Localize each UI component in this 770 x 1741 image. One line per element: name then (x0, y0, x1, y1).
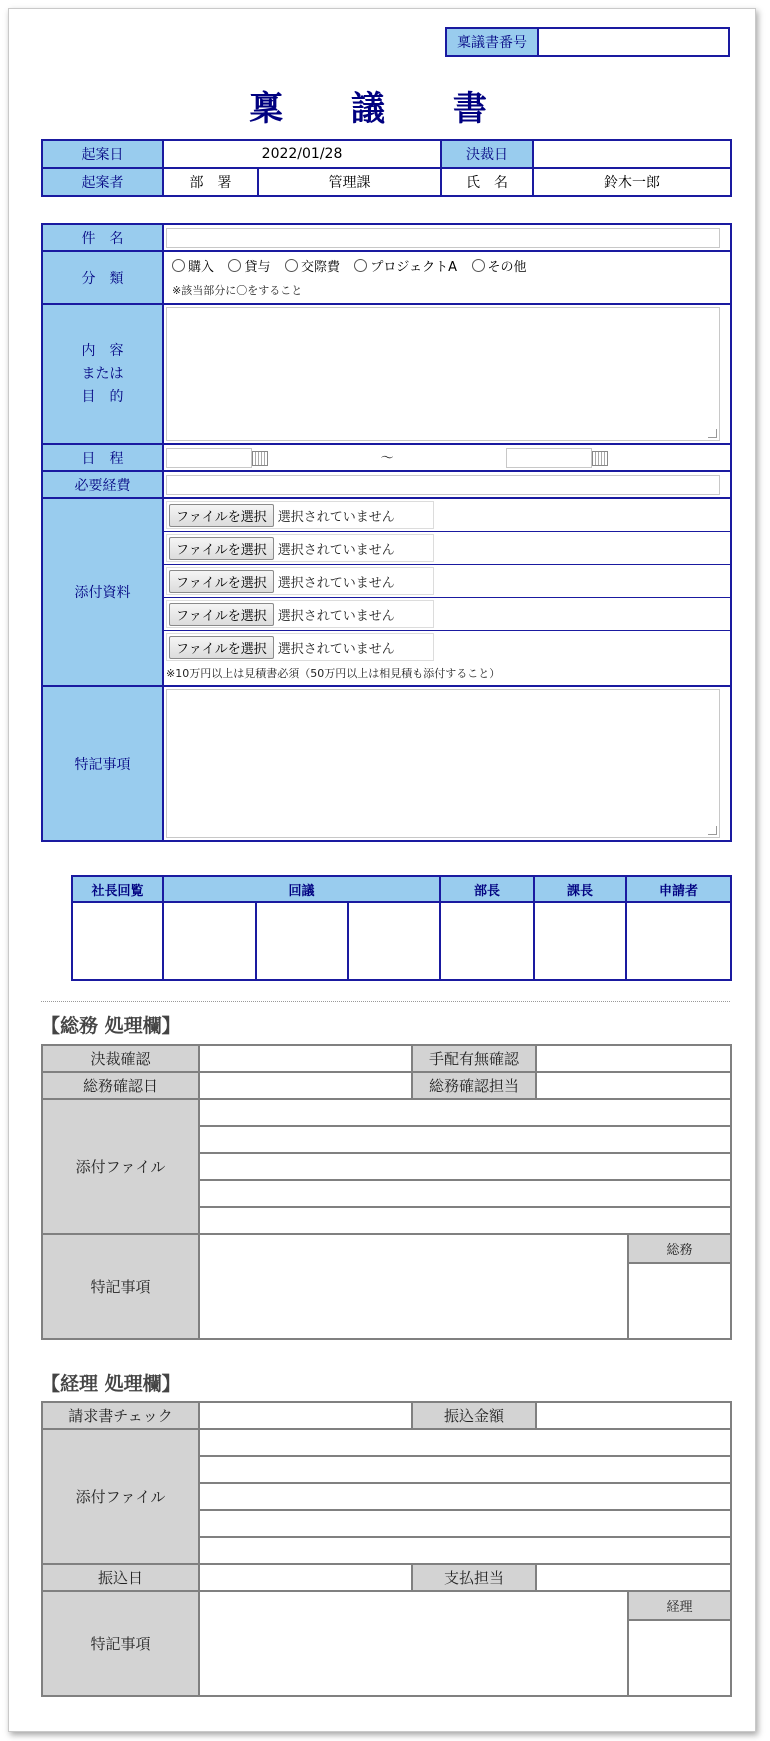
somu-attach-row[interactable] (199, 1207, 731, 1234)
page-title: 稟 議 書 (249, 89, 515, 129)
radio-icon (172, 259, 185, 272)
transfer-amount-value[interactable] (536, 1402, 731, 1429)
category-option-other[interactable]: その他 (472, 256, 527, 275)
somu-stamp-cell[interactable] (628, 1263, 731, 1339)
approval-header-circulation: 回議 (163, 876, 440, 902)
category-option-project-a[interactable]: プロジェクトA (354, 256, 457, 275)
keiri-remarks-value[interactable] (199, 1591, 628, 1696)
calendar-icon[interactable] (252, 451, 268, 466)
document-number-value[interactable] (538, 28, 729, 56)
remarks-label: 特記事項 (42, 686, 163, 841)
category-option-lending[interactable]: 貸与 (228, 256, 270, 275)
radio-icon (228, 259, 241, 272)
remarks-textarea[interactable] (166, 689, 720, 838)
stamp-cell-manager[interactable] (534, 902, 626, 980)
keiri-attach-label: 添付ファイル (42, 1429, 199, 1564)
payment-person-label: 支払担当 (412, 1564, 536, 1591)
document-frame (8, 8, 756, 1732)
keiri-attach-row[interactable] (199, 1429, 731, 1456)
keiri-stamp-label: 経理 (628, 1591, 731, 1620)
radio-icon (285, 259, 298, 272)
dept-label: 部 署 (163, 168, 258, 196)
header-table (41, 139, 732, 197)
decision-check-value[interactable] (199, 1045, 412, 1072)
file-select-button[interactable]: ファイルを選択 (169, 636, 274, 659)
category-label: 分 類 (42, 251, 163, 304)
file-input-2[interactable]: ファイルを選択 選択されていません (166, 534, 434, 562)
confirm-person-value[interactable] (536, 1072, 731, 1099)
schedule-label: 日 程 (42, 444, 163, 471)
cost-input[interactable] (166, 475, 720, 495)
calendar-icon[interactable] (592, 451, 608, 466)
decision-check-label: 決裁確認 (42, 1045, 199, 1072)
schedule-start-input[interactable] (166, 448, 252, 468)
approval-date-label: 決裁日 (441, 140, 533, 168)
resize-handle-icon[interactable] (708, 429, 717, 438)
draft-date-value[interactable]: 2022/01/28 (163, 140, 441, 168)
approval-header-president: 社長回覧 (72, 876, 163, 902)
somu-attach-label: 添付ファイル (42, 1099, 199, 1234)
schedule-separator: ～ (380, 450, 394, 466)
attachments-label: 添付資料 (42, 498, 163, 686)
name-value[interactable]: 鈴木一郎 (533, 168, 731, 196)
approval-table (71, 875, 732, 981)
keiri-attach-row[interactable] (199, 1510, 731, 1537)
stamp-cell-circulation-1[interactable] (163, 902, 256, 980)
keiri-table (41, 1401, 732, 1697)
somu-attach-row[interactable] (199, 1153, 731, 1180)
confirm-date-value[interactable] (199, 1072, 412, 1099)
content-label: 内 容 または 目 的 (42, 304, 163, 444)
radio-icon (472, 259, 485, 272)
stamp-cell-circulation-2[interactable] (256, 902, 348, 980)
approval-date-value[interactable] (533, 140, 731, 168)
somu-attach-row[interactable] (199, 1126, 731, 1153)
file-select-button[interactable]: ファイルを選択 (169, 537, 274, 560)
approval-header-director: 部長 (440, 876, 534, 902)
somu-remarks-label: 特記事項 (42, 1234, 199, 1339)
transfer-date-label: 振込日 (42, 1564, 199, 1591)
confirm-person-label: 総務確認担当 (412, 1072, 536, 1099)
approval-header-applicant: 申請者 (626, 876, 731, 902)
cost-label: 必要経費 (42, 471, 163, 498)
somu-table (41, 1044, 732, 1340)
subject-input[interactable] (166, 228, 720, 248)
file-input-3[interactable]: ファイルを選択 選択されていません (166, 567, 434, 595)
document-number-label: 稟議書番号 (446, 28, 538, 56)
file-select-button[interactable]: ファイルを選択 (169, 504, 274, 527)
file-select-button[interactable]: ファイルを選択 (169, 603, 274, 626)
keiri-attach-row[interactable] (199, 1483, 731, 1510)
draft-date-label: 起案日 (42, 140, 163, 168)
stamp-cell-president[interactable] (72, 902, 163, 980)
somu-remarks-value[interactable] (199, 1234, 628, 1339)
file-input-4[interactable]: ファイルを選択 選択されていません (166, 600, 434, 628)
drafter-label: 起案者 (42, 168, 163, 196)
name-label: 氏 名 (441, 168, 533, 196)
confirm-date-label: 総務確認日 (42, 1072, 199, 1099)
somu-section-title: 【総務 処理欄】 (41, 1015, 181, 1037)
radio-icon (354, 259, 367, 272)
category-option-purchase[interactable]: 購入 (172, 256, 214, 275)
transfer-date-value[interactable] (199, 1564, 412, 1591)
keiri-attach-row[interactable] (199, 1537, 731, 1564)
somu-attach-row[interactable] (199, 1099, 731, 1126)
category-radio-group (172, 256, 722, 276)
resize-handle-icon[interactable] (708, 826, 717, 835)
schedule-end-input[interactable] (506, 448, 592, 468)
keiri-stamp-cell[interactable] (628, 1620, 731, 1696)
category-option-entertainment[interactable]: 交際費 (285, 256, 340, 275)
keiri-remarks-label: 特記事項 (42, 1591, 199, 1696)
somu-stamp-label: 総務 (628, 1234, 731, 1263)
stamp-cell-director[interactable] (440, 902, 534, 980)
category-note: ※該当部分に〇をすること (172, 284, 303, 297)
invoice-check-label: 請求書チェック (42, 1402, 199, 1429)
invoice-check-value[interactable] (199, 1402, 412, 1429)
subject-label: 件 名 (42, 224, 163, 251)
file-input-5[interactable]: ファイルを選択 選択されていません (166, 633, 434, 661)
arrangement-check-label: 手配有無確認 (412, 1045, 536, 1072)
approval-header-manager: 課長 (534, 876, 626, 902)
main-form (41, 223, 732, 842)
somu-attach-row[interactable] (199, 1180, 731, 1207)
keiri-section-title: 【経理 処理欄】 (41, 1373, 181, 1395)
stamp-cell-applicant[interactable] (626, 902, 731, 980)
dept-value[interactable]: 管理課 (258, 168, 441, 196)
transfer-amount-label: 振込金額 (412, 1402, 536, 1429)
stamp-cell-circulation-3[interactable] (348, 902, 440, 980)
file-input-1[interactable]: ファイルを選択 選択されていません (166, 501, 434, 529)
keiri-attach-row[interactable] (199, 1456, 731, 1483)
divider (41, 1001, 730, 1002)
document-number-box (445, 27, 730, 57)
arrangement-check-value[interactable] (536, 1045, 731, 1072)
content-textarea[interactable] (166, 307, 720, 441)
payment-person-value[interactable] (536, 1564, 731, 1591)
attachments-note: ※10万円以上は見積書必須（50万円以上は相見積も添付すること） (166, 667, 501, 680)
file-select-button[interactable]: ファイルを選択 (169, 570, 274, 593)
